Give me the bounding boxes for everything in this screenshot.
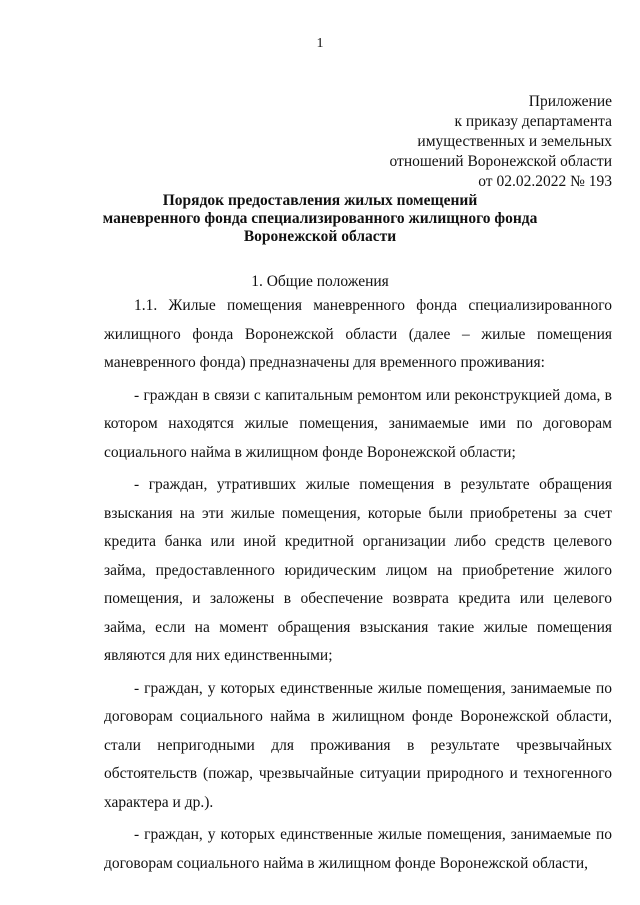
annex-line: отношений Воронежской области <box>389 153 612 170</box>
title-line: Воронежской области <box>243 228 397 245</box>
title-line: Порядок предоставления жилых помещений <box>162 192 478 209</box>
title-line: маневренного фонда специализированного жилищного фонда <box>102 210 538 227</box>
annex-order-line: от 02.02.2022 № 193 <box>478 173 612 190</box>
annex-line: имущественных и земельных <box>417 133 612 150</box>
document-title <box>0 192 640 246</box>
annex-line: к приказу департамента <box>454 113 612 130</box>
paragraph-list-item: - граждан, у которых единственные жилые помещения, занимаемые по договорам социального найма в жилищном фонде Воронежской области, <box>104 826 612 872</box>
paragraph-list-item: - граждан, у которых единственные жилые помещения, занимаемые по договорам социального найма в жилищном фонде Воронежской области, стали непригодными для проживания в результате чрезвычайных обстоятельств (пожар, чрезвычайные ситуации природного и техногенного характера и др.). <box>104 679 612 811</box>
section-body <box>104 292 612 878</box>
paragraph-list-item: - граждан, утративших жилые помещения в результате обращения взыскания на эти жилые помещения, которые были приобретены за счет кредита банка или иной кредитной организации либо средств целевого займа, предоставленного юридическим лицом на приобретение жилого помещения, и заложены в обеспечение возврата кредита или целевого займа, если на момент обращения взыскания такие жилые помещения являются для них единственными; <box>104 476 612 664</box>
page-number: 1 <box>316 36 324 51</box>
annex-line: Приложение <box>528 93 612 110</box>
annex-block <box>390 92 613 192</box>
paragraph-1-1: 1.1. Жилые помещения маневренного фонда специализированного жилищного фонда Воронежской области (далее – жилые помещения маневренного фонда) предназначены для временного проживания: <box>104 297 612 371</box>
section-heading: 1. Общие положения <box>251 273 389 290</box>
paragraph-list-item: - граждан в связи с капитальным ремонтом или реконструкцией дома, в котором находятся жилые помещения, занимаемые ими по договорам социального найма в жилищном фонде Воронежской области; <box>104 386 612 461</box>
